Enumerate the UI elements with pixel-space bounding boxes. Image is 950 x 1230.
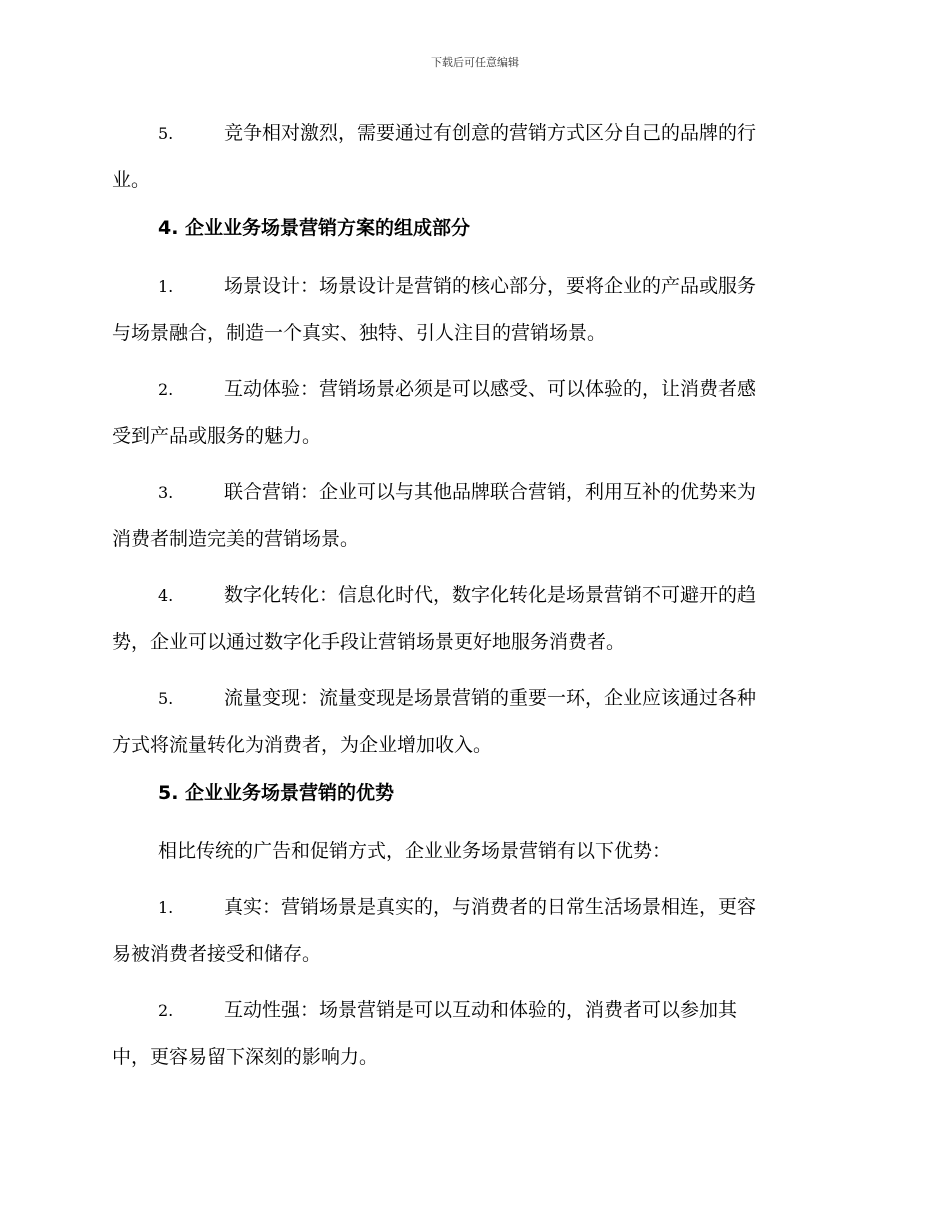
- item-text: 竞争相对激烈，需要通过有创意的营销方式区分自己的品牌的行: [224, 122, 757, 144]
- section-heading: 4. 企业业务场景营销方案的组成部分: [158, 217, 471, 239]
- item-text: 真实：营销场景是真实的，与消费者的日常生活场景相连，更容: [224, 896, 757, 918]
- list-item: [112, 675, 834, 768]
- item-number: 5.: [158, 689, 174, 708]
- list-item: [112, 366, 834, 459]
- item-text-cont: 方式将流量转化为消费者，为企业增加收入。: [112, 734, 493, 756]
- item-text: 流量变现：流量变现是场景营销的重要一环，企业应该通过各种: [224, 687, 757, 709]
- item-number: 3.: [158, 483, 174, 502]
- item-number: 5.: [158, 124, 174, 143]
- intro-paragraph: 相比传统的广告和促销方式，企业业务场景营销有以下优势：: [158, 840, 672, 862]
- item-text-cont: 业。: [112, 169, 151, 191]
- item-text-cont: 易被消费者接受和储存。: [112, 943, 322, 965]
- item-text-cont: 势，企业可以通过数字化手段让营销场景更好地服务消费者。: [112, 631, 626, 653]
- item-number: 2.: [158, 380, 174, 399]
- document-body: [112, 110, 834, 1090]
- list-item: [112, 987, 834, 1080]
- item-text-cont: 消费者制造完美的营销场景。: [112, 528, 360, 550]
- item-number: 1.: [158, 277, 174, 296]
- section-heading: 5. 企业业务场景营销的优势: [158, 782, 395, 804]
- item-text-cont: 中，更容易留下深刻的影响力。: [112, 1046, 379, 1068]
- list-item: [112, 110, 834, 203]
- item-number: 4.: [158, 586, 174, 605]
- item-text: 场景设计：场景设计是营销的核心部分，要将企业的产品或服务: [224, 275, 757, 297]
- item-text: 互动体验：营销场景必须是可以感受、可以体验的，让消费者感: [224, 378, 757, 400]
- list-item: [112, 572, 834, 665]
- list-item: [112, 884, 834, 977]
- item-text: 数字化转化：信息化时代，数字化转化是场景营销不可避开的趋: [224, 584, 757, 606]
- list-item: [112, 263, 834, 356]
- page-header: 下载后可任意编辑: [431, 56, 519, 69]
- list-item: [112, 469, 834, 562]
- item-number: 2.: [158, 1001, 174, 1020]
- item-text: 互动性强：场景营销是可以互动和体验的，消费者可以参加其: [224, 999, 738, 1021]
- item-text-cont: 与场景融合，制造一个真实、独特、引人注目的营销场景。: [112, 322, 607, 344]
- item-number: 1.: [158, 898, 174, 917]
- item-text-cont: 受到产品或服务的魅力。: [112, 425, 322, 447]
- item-text: 联合营销：企业可以与其他品牌联合营销，利用互补的优势来为: [224, 481, 757, 503]
